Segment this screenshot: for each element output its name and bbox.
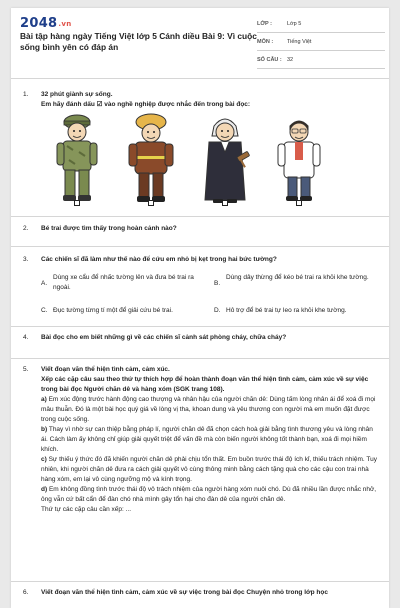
firefighter-figure [123,112,179,212]
option-letter: B. [214,280,221,287]
worksheet-meta [257,15,385,69]
meta-value: 32 [287,56,294,63]
answer-prompt: Thứ tự các cặp câu cần xếp: ... [41,506,131,513]
paragraph-key: d) [41,486,48,493]
logo-text: 2048 [20,16,58,31]
question-number: 1. [23,91,29,98]
worksheet-header [11,8,389,78]
option-b[interactable] [214,273,382,287]
paragraph-key: a) [41,396,47,403]
question-6-text: Viết đoạn văn thể hiện tình cảm, cảm xúc về sự việc trong bài đọc Chuyện nhỏ trong lớp học [41,589,328,596]
question-divider [11,216,389,217]
question-2 [23,224,381,234]
checkbox-soldier[interactable] [74,200,80,206]
question-divider [11,358,389,359]
question-number: 3. [23,256,29,263]
question-3 [23,255,381,265]
header-divider [11,78,389,79]
meta-row-question-count [257,51,385,69]
question-divider [11,326,389,327]
profession-figures [49,112,319,222]
checkbox-doctor[interactable] [296,200,302,206]
option-a[interactable] [41,273,211,293]
worksheet-page [11,8,389,608]
paragraph-b [41,425,381,455]
meta-value: Tiếng Việt [287,38,312,45]
option-letter: D. [214,307,221,314]
question-1 [23,90,381,110]
option-text: Dùng xe cẩu để nhấc tường lên và đưa bé trai ra ngoài. [53,274,194,291]
checkbox-firefighter[interactable] [148,200,154,206]
question-number: 5. [23,366,29,373]
question-number: 2. [23,225,29,232]
document-title: Bài tập hàng ngày Tiếng Việt lớp 5 Cánh diều Bài 9: Vì cuộc sống bình yên có đáp án [20,31,257,52]
meta-label: LỚP : [257,20,272,27]
question-4-text: Bài đọc cho em biết những gì về các chiến sĩ cảnh sát phòng cháy, chữa cháy? [41,334,287,341]
question-3-text: Các chiến sĩ đã làm như thế nào để cứu em nhỏ bị kẹt trong hai bức tường? [41,256,277,263]
paragraph-text: Em không đồng tình trước thái độ vô trách nhiệm của người hàng xóm nuôi chó. Dù đã nhiều lần được nhắc nhở, ông vẫn cứ bất cẩn để đàn chó nhà mình gây tổn hại cho đàn dê của người chăn dê. [41,486,377,503]
meta-label: SỐ CÂU : [257,56,282,63]
question-5-heading: Viết đoạn văn thể hiện tình cảm, cảm xúc. [41,366,170,373]
option-text: Đục tường từng tí một để giải cứu bé trai. [53,307,173,314]
paragraph-text: Em xúc động trước hành động cao thượng và nhân hậu của người chăn dê: Dùng tấm lòng nhân ái để xoá đi mọi mâu thuẫn. Đó là một bài học quý giá về lòng vị tha, khoan dung và yêu thương con người mà em muốn đặt được trong cuộc sống. [41,396,376,423]
paragraph-c [41,455,381,485]
meta-value: Lớp 5 [287,20,302,27]
question-number: 6. [23,589,29,596]
paragraph-d [41,485,381,505]
doctor-figure [271,112,327,212]
question-5 [23,365,381,515]
paragraph-a [41,395,381,425]
option-letter: C. [41,307,48,314]
paragraph-text: Sự thiếu ý thức đó đã khiến người chăn dê phải chịu tổn thất. Em buồn trước thái độ ích kỉ, thiếu trách nhiệm. Tuy nhiên, khi người chăn dê đưa ra cách giải quyết vô cùng thông minh bằng cách tặng quà cho các cậu con trai nhà hàng xóm, em lại vô cùng ngưỡng mộ và kính trọng. [41,456,377,483]
question-number: 4. [23,334,29,341]
option-text: Hô trợ để bé trai tự leo ra khỏi khe tường. [226,307,347,314]
paragraph-key: b) [41,426,48,433]
paragraph-text: Thay vì nhờ sự can thiệp bằng pháp lí, người chăn dê đã chọn cách hoà giải bằng tình thương yêu và lòng nhân ái. Cách làm ấy không chỉ giúp giải quyết triệt để vấn đề mà còn biến người không tốt thành bạn, xoá đi mọi hiềm khích. [41,426,373,453]
option-text: Dùng dây thừng để kéo bé trai ra khỏi khe tường. [226,274,369,281]
question-divider [11,246,389,247]
option-letter: A. [41,280,48,287]
site-logo[interactable] [20,16,72,31]
question-1-prompt: Em hãy đánh dấu ☑ vào nghề nghiệp được nhắc đến trong bài đọc: [41,101,251,108]
logo-suffix: .vn [58,20,72,28]
checkbox-judge[interactable] [222,200,228,206]
question-1-heading: 32 phút giành sự sống. [41,91,113,98]
question-4 [23,333,381,343]
question-divider [11,581,389,582]
question-2-text: Bé trai được tìm thấy trong hoàn cảnh nào? [41,225,177,232]
judge-figure [197,112,253,212]
meta-row-subject [257,33,385,51]
question-5-instruction: Xếp các cặp câu sau theo thứ tự thích hợp để hoàn thành đoạn văn thể hiện tình cảm, cảm xúc về sự việc trong bài đọc Người chăn dê và hàng xóm (SGK trang 108). [41,376,369,393]
meta-label: MÔN : [257,38,274,45]
meta-row-class [257,15,385,33]
option-c[interactable] [41,306,211,316]
option-d[interactable] [214,306,382,316]
soldier-figure [49,112,105,212]
question-6 [23,588,381,598]
paragraph-key: c) [41,456,47,463]
